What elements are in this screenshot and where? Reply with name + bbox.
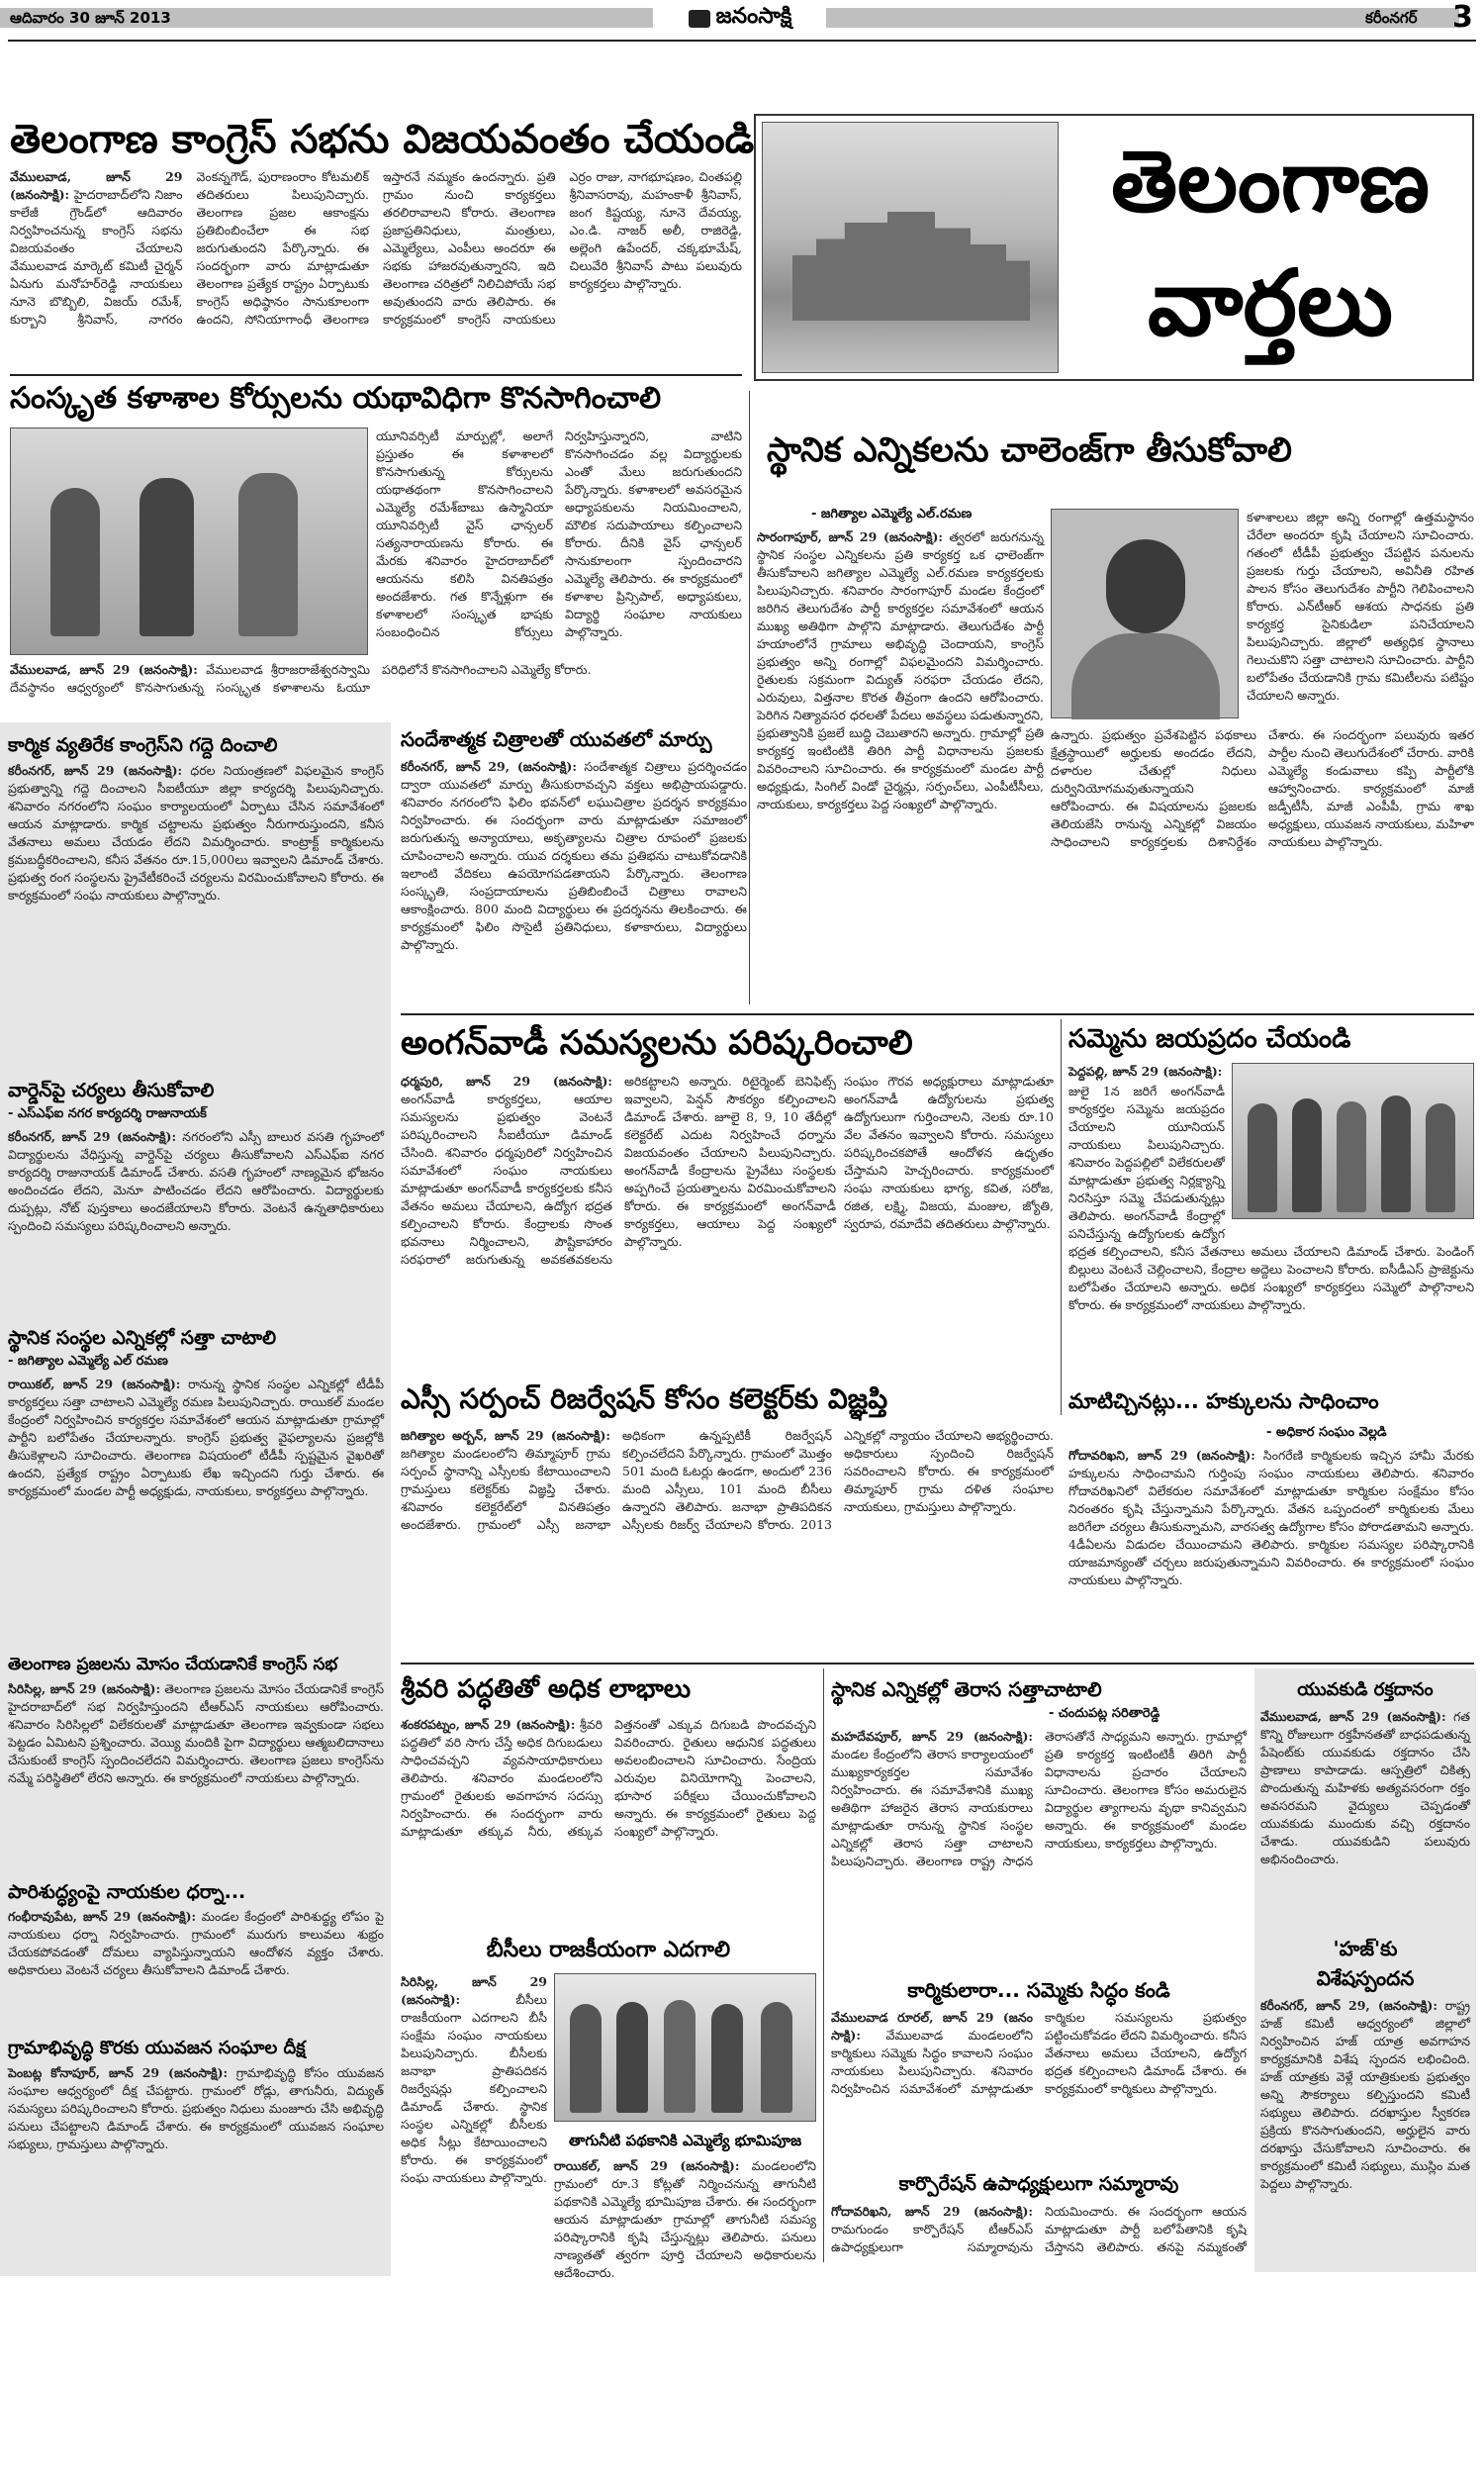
page-number: 3 xyxy=(1452,0,1473,35)
bc-group-photo xyxy=(554,1973,816,2122)
article-text: రానున్న స్థానిక సంస్థల ఎన్నికల్లో టీడీపీ కార్యకర్తలు సత్తా చాటాలని ఎమ్మెల్యే రమణ పిలుపునిచ్చారు. రాయికల్ మండల కేంద్రంలో నిర్వహించిన కార్యకర్తల సమావేశంలో ఆయన మాట్లాడుతూ గ్రామాల్లో పార్టీని బలోపేతం చేయాలన్నారు. కాంగ్రెస్ ప్రభుత్వ వైఫల్యాలను ప్రజల్లోకి తీసుకెళ్లాలని సూచించారు. తెలంగాణ విషయంలో టీడీపీ స్పష్టమైన వైఖరితో ఉందని, ప్రత్యేక రాష్ట్రం ఏర్పాటుకు లేఖ ఇచ్చిందని గుర్తు చేశారు. ఈ కార్యక్రమంలో మండల పార్టీ అధ్యక్షుడు, నాయకులు, కార్యకర్తలు పాల్గొన్నారు. xyxy=(8,1377,384,1498)
dateline: శంకరపట్నం, జూన్ 29 (జనంసాక్షి): xyxy=(401,1717,576,1732)
article-text: యూనివర్సిటీ మార్పుల్లో, అలాగే ప్రస్తుతం ఈ కళాశాలలో కొనసాగుతున్న కోర్సులను యథాతథంగా కొనసాగించాలని ఎమ్మెల్యే రమేశ్‌బాబు ఉస్మానియా యూనివర్సిటీ వైస్ ఛాన్సలర్ సత్యనారాయణను కోరారు. ఈ మేరకు శనివారం హైదరాబాద్‌లో ఆయనను కలిసి వినతిపత్రం అందజేశారు. గత కొన్నేళ్లుగా ఈ కళాశాలలో సంస్కృత భాషకు సంబంధించిన కోర్సులు నిర్వహిస్తున్నారని, వాటిని కొనసాగించడం వల్ల విద్యార్థులకు ఎంతో మేలు జరుగుతుందని పేర్కొన్నారు. కళాశాలలో అవసరమైన అధ్యాపకులను నియమించాలని, మౌలిక సదుపాయాలు కల్పించాలని కోరారు. దీనికి వైస్ ఛాన్సలర్ సానుకూలంగా స్పందించారని ఎమ్మెల్యే తెలిపారు. ఈ కార్యక్రమంలో కళాశాల ప్రిన్సిపాల్, అధ్యాపకులు, విద్యార్థి సంఘాల నాయకులు పాల్గొన్నారు. xyxy=(376,428,742,639)
article-text-spacer xyxy=(1225,1083,1474,1227)
headline-local-bodies-strength: స్థానిక సంస్థల ఎన్నికల్లో సత్తా చాటాలి xyxy=(8,1327,277,1349)
article-local-elections-body-right xyxy=(1247,509,1474,721)
banner-title-line2: వార్తలు xyxy=(1147,250,1394,356)
article-workers-strike-body xyxy=(831,2009,1247,2161)
banner-title-line1: తెలంగాణ xyxy=(1111,133,1430,232)
article-text: శ్రీవరి పద్ధతిలో వరి సాగు చేస్తే అధిక దిగుబడులు సాధించవచ్చని వ్యవసాయాధికారులు తెలిపారు. శనివారం మండలంలోని గ్రామంలో రైతులకు అవగాహన సదస్సు నిర్వహించారు. ఈ సందర్భంగా వారు మాట్లాడుతూ తక్కువ నీరు, తక్కువ విత్తనంతో ఎక్కువ దిగుబడి పొందవచ్చని వివరించారు. రైతులు ఆధునిక పద్ధతులు అవలంబించాలని సూచించారు. సేంద్రియ ఎరువుల వినియోగాన్ని పెంచాలని, భూసార పరీక్షలు చేయించుకోవాలని అన్నారు. ఈ కార్యక్రమంలో రైతులు పెద్ద సంఖ్యలో పాల్గొన్నారు. xyxy=(401,1717,816,1839)
headline-sc-sarpanch: ఎస్సీ సర్పంచ్ రిజర్వేషన్ కోసం కలెక్టర్‌కు విజ్ఞప్తి xyxy=(401,1382,888,1415)
person-silhouette xyxy=(664,2000,696,2113)
article-text: హైదరాబాద్‌లోని నిజాం కాలేజీ గ్రౌండ్‌లో ఆదివారం నిర్వహించనున్న కాంగ్రెస్ సభను విజయవంతం చేయాలని వేములవాడ మార్కెట్ కమిటీ చైర్మన్ ఏనుగు మనోహర్‌రెడ్డి నాయకులు నూనె బొబ్బిలి, విజయ్ రమేశ్, కుర్బాని శ్రీనివాస్, నాగరం వెంకన్నగౌడ్, పురాణంరాం కోటమలిక్ తదితరులు పిలుపునిచ్చారు. తెలంగాణ ప్రజల ఆకాంక్షను ప్రతిబింబించేలా ఈ సభ జరుగుతుందని పేర్కొన్నారు. ఈ సందర్భంగా వారు మాట్లాడుతూ తెలంగాణ ప్రత్యేక రాష్ట్రం ఏర్పాటుకు కాంగ్రెస్ అధిష్ఠానం సానుకూలంగా ఉందని, సోనియాగాంధీ తెలంగాణ ఇస్తారనే నమ్మకం ఉందన్నారు. ప్రతి గ్రామం నుంచి కార్యకర్తలు తరలిరావాలని కోరారు. తెలంగాణ ప్రజాప్రతినిధులు, మంత్రులు, ఎమ్మెల్యేలు, ఎంపీలు అందరూ ఈ సభకు హాజరవుతున్నారని, ఇది తెలంగాణ చరిత్రలో నిలిచిపోయే సభ అవుతుందని వారు తెలిపారు. ఈ కార్యక్రమంలో కాంగ్రెస్ నాయకులు ఎర్రం రాజు, నాగభూషణం, చింతపల్లి శ్రీనివాసరావు, మహంకాళీ శ్రీనివాస్, జంగ కిష్టయ్య, నూనె దేవయ్య, ఎం.డి. నాజర్ అలీ, రాజిరెడ్డి, అల్లెంగి ఉపేందర్, చక్కభూమేష్, చిలువేరి శ్రీనివాస్ పాటు పలువురు కార్యకర్తలు పాల్గొన్నారు. xyxy=(10,169,742,327)
headline-sandesha-films: సందేశాత్మక చిత్రాలతో యువతలో మార్పు xyxy=(401,727,712,751)
article-text: కళాశాలలు జిల్లా అన్ని రంగాల్లో ఉత్తమస్థానం చేరేలా అందరూ కృషి చేయాలని సూచించారు. గతంలో టీడీపీ ప్రభుత్వం చేపట్టిన పనులను ప్రజలకు గుర్తు చేయాలని, అవినీతి రహిత పాలన కోసం తెలుగుదేశం పార్టీని గెలిపించాలని కోరారు. ఎన్‌టీఆర్ ఆశయ సాధనకు ప్రతి కార్యకర్త సైనికుడిలా పనిచేయాలని పిలుపునిచ్చారు. జిల్లాలో అత్యధిక స్థానాలు గెలుచుకొని సత్తా చాటాలని సూచించారు. పార్టీని బలోపేతం చేయడానికి గ్రామ కమిటీలను పటిష్టం చేయాలని అన్నారు. xyxy=(1247,510,1474,703)
dateline: పెంబట్ల కోనాపూర్, జూన్ 29 (జనంసాక్షి): xyxy=(8,2065,229,2080)
portrait-body xyxy=(1071,633,1220,719)
dateline: వేములవాడ రూరల్, జూన్ 29 (జనం సాక్షి): xyxy=(831,2010,1033,2043)
person-silhouette xyxy=(711,2004,743,2113)
article-anganwadi-body-right xyxy=(844,1073,1054,1370)
article-text: సందేశాత్మక చిత్రాలు ప్రదర్శించడం ద్వారా యువతలో మార్పు తీసుకురావచ్చని వక్తలు అభిప్రాయపడ్డారు. శనివారం నగరంలోని ఫిలిం భవన్‌లో లఘుచిత్రాల ప్రదర్శన కార్యక్రమం నిర్వహించారు. ఈ సందర్భంగా వారు మాట్లాడుతూ సమాజంలో జరుగుతున్న అన్యాయాలు, అకృత్యాలను చిత్రాల రూపంలో ప్రజలకు చూపించాలని అన్నారు. యువ దర్శకులు తమ ప్రతిభను చాటుకోవడానికి ఇలాంటి వేదికలు ఉపయోగపడతాయని పేర్కొన్నారు. తెలంగాణ సంస్కృతి, సంప్రదాయాలను ప్రతిబింబించే చిత్రాలు రావాలని ఆకాంక్షించారు. 800 మంది విద్యార్థులు ఈ ప్రదర్శనను తిలకించారు. ఈ కార్యక్రమంలో ఫిలిం సొసైటీ ప్రతినిధులు, కళాకారులు, విద్యార్థులు పాల్గొన్నారు. xyxy=(401,759,747,952)
article-haj-body xyxy=(1260,1997,1470,2266)
article-text: సంఘం గౌరవ అధ్యక్షురాలు మాట్లాడుతూ అంగన్‌వాడీ ఉద్యోగులను ప్రభుత్వ ఉద్యోగులుగా గుర్తించాలని, నెలకు రూ.10 వేల వేతనం ఇవ్వాలని కోరారు. సమస్యలు పరిష్కరించకపోతే ఆందోళన ఉధృతం చేస్తామని హెచ్చరించారు. కార్యక్రమంలో సంఘ నాయకులు భాగ్య, కవిత, సరోజ, రజిత, లక్ష్మి, విజయ, మంజుల, జ్యోతి, స్వరూప, రమాదేవి తదితరులు పాల్గొన్నారు. xyxy=(844,1074,1054,1231)
dateline: వేములవాడ, జూన్ 29 (జనంసాక్షి): xyxy=(1260,1709,1446,1724)
divider xyxy=(401,1013,1474,1015)
dateline: పెద్దపల్లి, జూన్ 29 (జనంసాక్షి): xyxy=(1068,1064,1223,1079)
headline-anganwadi: అంగన్‌వాడీ సమస్యలను పరిష్కరించాలి xyxy=(401,1023,913,1063)
headline-warden: వార్డెన్‌పై చర్యలు తీసుకోవాలి xyxy=(8,1080,215,1101)
byline: - అధికార సంఘం వెల్లడి xyxy=(1266,1425,1387,1440)
mla-portrait-photo xyxy=(1051,509,1239,718)
article-sanskrit-body-right xyxy=(376,428,742,657)
article-water-scheme-body xyxy=(554,2157,816,2280)
article-congress-sabha-telangana-body xyxy=(8,1680,384,1868)
person-silhouette xyxy=(616,2002,648,2113)
byline: - జగిత్యాల ఎమ్మెల్యే ఎల్ రమణ xyxy=(8,1354,168,1369)
dateline: గంభీరావుపేట, జూన్ 29 (జనంసాక్షి): xyxy=(8,1909,197,1924)
headline-sanskrit-college: సంస్కృత కళాశాల కోర్సులను యథావిధిగా కొనసాగించాలి xyxy=(10,381,662,416)
dateline: వేములవాడ, జూన్ 29 (జనంసాక్షి): xyxy=(10,169,183,202)
byline: - జగిత్యాల ఎమ్మెల్యే ఎల్.రమణ xyxy=(811,507,973,522)
dateline: సిరిసిల్ల, జూన్ 29 (జనంసాక్షి): xyxy=(8,1681,161,1696)
divider xyxy=(1061,1019,1062,1415)
article-matichinnatlu-body xyxy=(1068,1447,1474,1655)
article-sammenu-body xyxy=(1068,1083,1474,1370)
dateline: వేములవాడ, జూన్ 29 (జనంసాక్షి): xyxy=(10,662,198,677)
dateline: జగిత్యాల అర్బన్, జూన్ 29 (జనంసాక్షి): xyxy=(401,1428,610,1443)
person-silhouette xyxy=(761,2002,792,2113)
dateline: సారంగాపూర్, జూన్ 29 (జనంసాక్షి): xyxy=(757,529,944,544)
fort-photo xyxy=(762,122,1059,373)
headline-water-scheme: తాగునీటి పథకానికి ఎమ్మెల్యే భూమిపూజ xyxy=(568,2132,802,2149)
article-text: వేములవాడ మండలంలోని కార్మికులు సమ్మెకు సిద్ధం కావాలని సంఘం నాయకులు పిలుపునిచ్చారు. శనివారం నిర్వహించిన సమావేశంలో మాట్లాడుతూ కార్మికుల సమస్యలను ప్రభుత్వం పట్టించుకోవడం లేదని విమర్శించారు. కనీస వేతనాలు అమలు చేయాలని, ఉద్యోగ భద్రత కల్పించాలని డిమాండ్ చేశారు. ఈ కార్యక్రమంలో కార్మికులు పాల్గొన్నారు. xyxy=(831,2010,1247,2096)
article-text: గత కొన్ని రోజులుగా రక్తహీనతతో బాధపడుతున్న పేషెంట్‌కు యువకుడు రక్తదానం చేసి ప్రాణాలు కాపాడాడు. ఆస్పత్రిలో చికిత్స పొందుతున్న మహిళకు అత్యవసరంగా రక్తం అవసరమని వైద్యులు చెప్పడంతో యువకుడు ముందుకు వచ్చి రక్తదానం చేశాడు. యువకుడిని పలువురు అభినందించారు. xyxy=(1260,1709,1470,1866)
logo-mark-icon xyxy=(689,10,710,28)
dateline: సిరిసిల్ల, జూన్ 29 (జనంసాక్షి): xyxy=(401,1974,547,2007)
article-text: రాష్ట్ర హజ్ కమిటీ ఆధ్వర్యంలో జిల్లాలో నిర్వహించిన హజ్ యాత్ర అవగాహన కార్యక్రమానికి విశేష స్పందన లభించింది. హజ్ యాత్రకు వెళ్లే యాత్రికులకు ప్రభుత్వం అన్ని సౌకర్యాలు కల్పిస్తుందని కమిటీ సభ్యులు తెలిపారు. దరఖాస్తుల స్వీకరణ ప్రక్రియ కొనసాగుతుందని, అర్హులైన వారు దరఖాస్తు చేసుకోవాలని సూచించారు. ఈ కార్యక్రమంలో కమిటీ సభ్యులు, ముస్లిం మత పెద్దలు పాల్గొన్నారు. xyxy=(1260,1998,1470,2191)
headline-matichinnatlu: మాటిచ్చినట్లు... హక్కులను సాధించాం xyxy=(1068,1389,1379,1413)
person-silhouette xyxy=(50,488,100,636)
article-karthik-body xyxy=(8,762,384,1069)
dateline: గోదావరిఖని, జూన్ 29 (జనంసాక్షి): xyxy=(1068,1448,1255,1463)
article-text: జులై 1న జరిగే అంగన్‌వాడీ కార్యకర్తల సమ్మెను జయప్రదం చేయాలని యూనియన్ నాయకులు పిలుపునిచ్చారు. శనివారం పెద్దపల్లిలో విలేకరులతో మాట్లాడుతూ ప్రభుత్వ నిర్లక్ష్యాన్ని నిరసిస్తూ సమ్మె చేపడుతున్నట్లు తెలిపారు. అంగన్‌వాడీ కేంద్రాల్లో పనిచేస్తున్న ఉద్యోగులకు ఉద్యోగ భద్రత కల్పించాలని, కనీస వేతనాలు అమలు చేయాలని డిమాండ్ చేశారు. పెండింగ్ బిల్లులు వెంటనే చెల్లించాలని, కేంద్రాల అద్దెలు పెంచాలని కోరారు. ఐసీడీఎస్ ప్రాజెక్టును బలోపేతం చేయాలని అన్నారు. అధిక సంఖ్యలో కార్యకర్తలు సమ్మెలో పాల్గొనాలని కోరారు. ఈ కార్యక్రమంలో నాయకులు పాల్గొన్నారు. xyxy=(1068,1084,1474,1312)
headline-local-elections-challenge: స్థానిక ఎన్నికలను చాలెంజ్‌గా తీసుకోవాలి xyxy=(767,430,1292,470)
headline-workers-strike: కార్మికులారా... సమ్మెకు సిద్ధం కండి xyxy=(907,1978,1170,2002)
person-silhouette xyxy=(238,473,298,636)
masthead-date: ఆదివారం 30 జూన్ 2013 xyxy=(10,9,171,27)
headline-village-youth: గ్రామాభివృద్ధి కొరకు యువజన సంఘాల దీక్ష xyxy=(8,2038,306,2058)
article-youth-blood-body xyxy=(1260,1708,1470,1928)
article-text: మండలంలోని గ్రామంలో రూ.3 కోట్లతో నిర్మించనున్న తాగునీటి పథకానికి ఎమ్మెల్యే భూమిపూజ చేశారు. ఈ సందర్భంగా ఆయన మాట్లాడుతూ గ్రామాల్లో తాగునీటి సమస్య పరిష్కారానికి కృషి చేస్తున్నట్లు తెలిపారు. పనులు నాణ్యతతో త్వరగా పూర్తి చేయాలని అధికారులను ఆదేశించారు. xyxy=(554,2158,816,2280)
article-text: జగిత్యాల మండలంలోని తిమ్మాపూర్ గ్రామ సర్పంచ్ స్థానాన్ని ఎస్సీలకు కేటాయించాలని గ్రామస్తులు కలెక్టర్‌కు విజ్ఞప్తి చేశారు. శనివారం కలెక్టరేట్‌లో వినతిపత్రం అందజేశారు. గ్రామంలో ఎస్సీ జనాభా అధికంగా ఉన్నప్పటికీ రిజర్వేషన్ కల్పించలేదని పేర్కొన్నారు. గ్రామంలో మొత్తం 501 మంది ఓటర్లు ఉండగా, అందులో 236 మంది ఎస్సీలు, 101 మంది బీసీలు ఉన్నారని తెలిపారు. జనాభా ప్రాతిపదికన ఎస్సీలకు రిజర్వ్ చేయాలని కోరారు. 2013 ఎన్నికల్లో న్యాయం చేయాలని అభ్యర్థించారు. అధికారులు స్పందించి రిజర్వేషన్ సవరించాలని కోరారు. ఈ కార్యక్రమంలో తిమ్మాపూర్ గ్రామ దళిత సంఘాల నాయకులు, గ్రామస్తులు పాల్గొన్నారు. xyxy=(401,1428,1054,1532)
dateline: కరీంనగర్, జూన్ 29, (జనంసాక్షి): xyxy=(1260,1998,1438,2013)
paper-name: జనంసాక్షి xyxy=(715,4,792,29)
article-text: అంగన్‌వాడీ కార్యకర్తలు, ఆయాల సమస్యలను ప్రభుత్వం వెంటనే పరిష్కరించాలని సీఐటీయూ డిమాండ్ చేసింది. శనివారం ధర్మపురిలో నిర్వహించిన సమావేశంలో సంఘం నాయకులు మాట్లాడుతూ అంగన్‌వాడీ కార్యకర్తలకు కనీస వేతనం అమలు చేయాలని, ఉద్యోగ భద్రత కల్పించాలని కోరారు. కేంద్రాలకు సొంత భవనాలు నిర్మించాలని, పౌష్టికాహారం సరఫరాలో జరుగుతున్న అవకతవకలను అరికట్టాలని అన్నారు. రిటైర్మెంట్ బెనిఫిట్స్ ఇవ్వాలని, పెన్షన్ సౌకర్యం కల్పించాలని డిమాండ్ చేశారు. జూలై 8, 9, 10 తేదీల్లో కలెక్టరేట్ ఎదుట నిర్వహించే ధర్నాను విజయవంతం చేయాలని పిలుపునిచ్చారు. అంగన్‌వాడీ కేంద్రాలను ప్రైవేటు సంస్థలకు అప్పగించే ప్రయత్నాలను విరమించుకోవాలని కోరారు. ఈ కార్యక్రమంలో అంగన్‌వాడీ కార్యకర్తలు, ఆయాలు పెద్ద సంఖ్యలో పాల్గొన్నారు. xyxy=(401,1074,836,1267)
dateline: ధర్మపురి, జూన్ 29 (జనంసాక్షి): xyxy=(401,1074,612,1089)
masthead-bar xyxy=(0,0,1484,38)
dateline: కరీంనగర్, జూన్ 29 (జనంసాక్షి): xyxy=(8,1129,177,1144)
dateline: రాయికల్, జూన్ 29 (జనంసాక్షి): xyxy=(8,1377,181,1391)
article-corporation-vp-body xyxy=(831,2203,1247,2266)
article-local-elections-continued xyxy=(1051,726,1474,1013)
article-congress-sabha-body xyxy=(10,168,742,366)
article-village-youth-body xyxy=(8,2064,384,2266)
divider xyxy=(401,1663,1474,1665)
headline-haj-line2: విశేషస్పందన xyxy=(1316,1966,1415,1990)
headline-congress-sabha-telangana: తెలంగాణ ప్రజలను మోసం చేయడానికే కాంగ్రెస్ సభ xyxy=(8,1655,338,1674)
headline-srivari-method: శ్రీవరి పద్ధతితో అధిక లాభాలు xyxy=(401,1674,692,1704)
article-srivari-body xyxy=(401,1716,816,1928)
article-local-bodies-body xyxy=(8,1376,384,1643)
fort-wall-shape xyxy=(792,212,1030,321)
masthead-right-band xyxy=(826,8,1459,28)
masthead-logo xyxy=(661,3,819,35)
article-text: నగరంలోని ఎస్సీ బాలుర వసతి గృహంలో విద్యార్థులను వేధిస్తున్న వార్డెన్‌పై చర్యలు తీసుకోవాలని ఎస్‌ఎఫ్‌ఐ నగర కార్యదర్శి రాజునాయక్ డిమాండ్ చేశారు. వసతి గృహంలో నాణ్యమైన భోజనం అందించడం లేదని, మెనూ పాటించడం లేదని ఆరోపించారు. విద్యార్థులకు దుప్పట్లు, నోట్ పుస్తకాలు అందజేయాలని కోరారు. వెంటనే ఉన్నతాధికారులు స్పందించి సమస్యలు పరిష్కరించాలని అన్నారు. xyxy=(8,1129,384,1233)
dateline: రాయికల్, జూన్ 29 (జనంసాక్షి): xyxy=(554,2158,740,2173)
article-text: బీసీలు రాజకీయంగా ఎదగాలని బీసీ సంక్షేమ సంఘం నాయకులు పిలుపునిచ్చారు. బీసీలకు జనాభా ప్రాతిపదికన రిజర్వేషన్లు కల్పించాలని డిమాండ్ చేశారు. స్థానిక సంస్థల ఎన్నికల్లో బీసీలకు అధిక సీట్లు కేటాయించాలని కోరారు. ఈ కార్యక్రమంలో సంఘ నాయకులు పాల్గొన్నారు. xyxy=(401,1992,547,2185)
article-local-elections-body xyxy=(757,528,1044,1023)
divider xyxy=(749,391,750,1004)
headline-karthik-congress: కార్మిక వ్యతిరేక కాంగ్రెస్‌ని గద్దె దించాలి xyxy=(8,734,278,756)
article-sanskrit-body-bottom xyxy=(10,661,742,716)
headline-bc-political: బీసీలు రాజకీయంగా ఎదగాలి xyxy=(486,1938,731,1962)
headline-sammenu: సమ్మెను జయప్రదం చేయండి xyxy=(1068,1024,1351,1054)
sanskrit-meeting-photo xyxy=(10,428,368,655)
article-sc-sarpanch-body xyxy=(401,1427,1054,1655)
dateline: కరీంనగర్, జూన్ 29 (జనంసాక్షి): xyxy=(8,763,183,778)
article-text: తెలంగాణ ప్రజలను మోసం చేయడానికే కాంగ్రెస్ హైదరాబాద్‌లో సభ నిర్వహిస్తుందని టీఆర్ఎస్ నాయకులు ఆరోపించారు. శనివారం సిరిసిల్లలో విలేకరులతో మాట్లాడుతూ తెలంగాణ ఇవ్వకుండా సభలు పెట్టడం ఏమిటని ప్రశ్నించారు. వెయ్యి మందికి పైగా విద్యార్థులు ఆత్మబలిదానాలు చేసుకుంటే కాంగ్రెస్ స్పందించలేదని విమర్శించారు. తెలంగాణ ప్రజలు కాంగ్రెస్‌ను నమ్మే పరిస్థితిలో లేరని అన్నారు. ఈ కార్యక్రమంలో నాయకులు పాల్గొన్నారు. xyxy=(8,1681,384,1785)
article-warden-body xyxy=(8,1128,384,1316)
headline-corporation-vp: కార్పొరేషన్ ఉపాధ్యక్షులుగా సమ్మారావు xyxy=(898,2173,1179,2195)
headline-congress-sabha: తెలంగాణ కాంగ్రెస్ సభను విజయవంతం చేయండి xyxy=(10,117,755,162)
article-text: మండల కేంద్రంలోని తెరాస కార్యాలయంలో ముఖ్యకార్యకర్తల సమావేశం నిర్వహించారు. ఈ సమావేశానికి ముఖ్య అతిథిగా హాజరైన తెరాస నాయకురాలు మాట్లాడుతూ రానున్న స్థానిక సంస్థల ఎన్నికల్లో తెరాస సత్తా చాటాలని పిలుపునిచ్చారు. తెలంగాణ రాష్ట్ర సాధన తెరాసతోనే సాధ్యమని అన్నారు. గ్రామాల్లో ప్రతి కార్యకర్త ఇంటింటికీ తిరిగి పార్టీ విధానాలను ప్రచారం చేయాలని సూచించారు. తెలంగాణ కోసం అమరులైన విద్యార్థుల త్యాగాలను వృథా కానివ్వమని అన్నారు. ఈ కార్యక్రమంలో మండల నాయకులు, కార్యకర్తలు పాల్గొన్నారు. xyxy=(831,1729,1247,1868)
byline: - ఎస్‌ఎఫ్‌ఐ నగర కార్యదర్శి రాజునాయక్ xyxy=(8,1106,207,1121)
masthead-rule xyxy=(8,40,1476,42)
banner-box xyxy=(754,114,1474,381)
article-text: రామగుండం కార్పొరేషన్ టీఆర్ఎస్ ఉపాధ్యక్షులుగా సమ్మారావును నియమించారు. ఈ సందర్భంగా ఆయన మాట్లాడుతూ పార్టీ బలోపేతానికి కృషి చేస్తానని తెలిపారు. తనపై నమ్మకంతో xyxy=(831,2204,1247,2254)
article-text: వేములవాడ శ్రీరాజరాజేశ్వరస్వామి దేవస్థానం ఆధ్వర్యంలో కొనసాగుతున్న సంస్కృత కళాశాలను ఓయూ పరిధిలోనే కొనసాగించాలని ఎమ్మెల్యే కోరారు. xyxy=(10,662,592,695)
headline-haj-line1: 'హజ్'కు xyxy=(1333,1937,1398,1960)
dateline: మహదేవపూర్, జూన్ 29 (జనంసాక్షి): xyxy=(831,1729,1033,1744)
article-text: మండల కేంద్రంలో పారిశుద్ధ్య లోపం పై నాయకులు ధర్నా నిర్వహించారు. గ్రామంలో మురుగు కాలువలు శుభ్రం చేయకపోవడంతో దోమలు వ్యాపిస్తున్నాయని ఆందోళన వ్యక్తం చేశారు. అధికారులు వెంటనే చర్యలు తీసుకోవాలని డిమాండ్ చేశారు. xyxy=(8,1909,384,1977)
headline-cleanliness: పారిశుద్ధ్యంపై నాయకుల ధర్నా... xyxy=(8,1881,246,1903)
article-bc-political-body xyxy=(401,1973,547,2260)
headline-trs-strength: స్థానిక ఎన్నికల్లో తెరాస సత్తాచాటాలి xyxy=(831,1677,1102,1701)
article-text: ధరల నియంత్రణలో విఫలమైన కాంగ్రెస్ ప్రభుత్వాన్ని గద్దె దించాలని సీఐటీయూ జిల్లా కార్యదర్శి పిలుపునిచ్చారు. శనివారం నగరంలోని సంఘం కార్యాలయంలో ఏర్పాటు చేసిన సమావేశంలో ఆయన మాట్లాడారు. కార్మిక చట్టాలను ప్రభుత్వం నీరుగారుస్తుందని, కనీస వేతనాలు అమలు చేయడం లేదని విమర్శించారు. కాంట్రాక్ట్ కార్మికులను క్రమబద్ధీకరించాలని, కనీస వేతనం రూ.15,000లు ఇవ్వాలని డిమాండ్ చేశారు. ప్రభుత్వ రంగ సంస్థలను ప్రైవేటీకరించే చర్యలను విరమించుకోవాలని కోరారు. ఈ కార్యక్రమంలో సంఘ నాయకులు పాల్గొన్నారు. xyxy=(8,763,384,903)
article-text: ఉన్నారు. ప్రభుత్వం ప్రవేశపెట్టిన పథకాలు క్షేత్రస్థాయిలో అర్హులకు అందడం లేదని, దళారుల చేతుల్లో నిధులు దుర్వినియోగమవుతున్నాయని ఆరోపించారు. ఈ విషయాలను ప్రజలకు తెలియజేసి రానున్న ఎన్నికల్లో విజయం సాధించాలని కార్యకర్తలకు దిశానిర్దేశం చేశారు. ఈ సందర్భంగా పలువురు ఇతర పార్టీల నుంచి తెలుగుదేశంలో చేరారు. వారికి ఎమ్మెల్యే కండువాలు కప్పి పార్టీలోకి ఆహ్వానించారు. కార్యక్రమంలో మాజీ జడ్పీటీసీ, మాజీ ఎంపీపీ, గ్రామ శాఖ అధ్యక్షులు, యువజన నాయకులు, మహిళా నాయకులు పాల్గొన్నారు. xyxy=(1051,727,1474,849)
article-trs-body xyxy=(831,1728,1247,1969)
article-text: గ్రామాభివృద్ధి కోసం యువజన సంఘాల ఆధ్వర్యంలో దీక్ష చేపట్టారు. గ్రామంలో రోడ్లు, తాగునీరు, విద్యుత్ సమస్యలు పరిష్కరించాలని కోరారు. ప్రభుత్వం నిధులు మంజూరు చేసి అభివృద్ధి పనులు చేపట్టాలని డిమాండ్ చేశారు. ఈ కార్యక్రమంలో యువజన సంఘాల సభ్యులు, గ్రామస్తులు పాల్గొన్నారు. xyxy=(8,2065,384,2151)
article-cleanliness-body xyxy=(8,1908,384,2023)
article-sandesha-body xyxy=(401,758,747,1005)
byline: - చందుపట్ల సరితారెడ్డి xyxy=(1049,1706,1160,1721)
masthead-edition: కరీంనగర్ xyxy=(1365,9,1418,27)
headline-youth-blood: యువకుడి రక్తదానం xyxy=(1297,1679,1434,1700)
person-silhouette xyxy=(570,2004,602,2113)
article-text: సింగరేణి కార్మికులకు ఇచ్చిన హామీ మేరకు హక్కులను సాధించామని గుర్తింపు సంఘం నాయకులు తెలిపారు. శనివారం గోదావరిఖనిలో విలేకరుల సమావేశంలో మాట్లాడుతూ కార్మికుల సంక్షేమం కోసం నిరంతరం కృషి చేస్తున్నామని పేర్కొన్నారు. వేతన ఒప్పందంలో కార్మికులకు మేలు జరిగేలా చర్యలు తీసుకున్నామని, వారసత్వ ఉద్యోగాల కోసం పోరాడతామని అన్నారు. 4డీఏలను విడుదల చేయించామని తెలిపారు. కార్మికుల సమస్యల పరిష్కారానికి యాజమాన్యంతో చర్చలు జరుపుతున్నామని వివరించారు. ఈ కార్యక్రమంలో సంఘం నాయకులు పాల్గొన్నారు. xyxy=(1068,1448,1474,1587)
portrait-head xyxy=(1106,539,1185,633)
article-anganwadi-body xyxy=(401,1073,836,1370)
dateline: కరీంనగర్, జూన్ 29, (జనంసాక్షి): xyxy=(401,759,577,774)
dateline: గోదావరిఖని, జూన్ 29 (జనంసాక్షి): xyxy=(831,2204,1033,2219)
article-text: త్వరలో జరుగనున్న స్థానిక సంస్థల ఎన్నికలను ప్రతి కార్యకర్త ఒక ఛాలెంజ్‌గా తీసుకోవాలని జగిత్యాల ఎమ్మెల్యే ఎల్.రమణ కార్యకర్తలకు పిలుపునిచ్చారు. శనివారం సారంగాపూర్ మండల కేంద్రంలో జరిగిన తెలుగుదేశం పార్టీ కార్యకర్తల సమావేశంలో ఆయన ముఖ్య అతిథిగా పాల్గొని మాట్లాడారు. తెలుగుదేశం పార్టీ హయాంలోనే గ్రామాలు అభివృద్ధి చెందాయని, కాంగ్రెస్ ప్రభుత్వం అన్ని రంగాల్లో విఫలమైందని విమర్శించారు. రైతులకు సక్రమంగా విద్యుత్ సరఫరా చేయడం లేదని, ఎరువులు, విత్తనాల కొరత తీవ్రంగా ఉందని ఆరోపించారు. పెరిగిన నిత్యావసర ధరలతో పేదలు అవస్థలు పడుతున్నారని, ప్రభుత్వానికి ప్రజలే బుద్ధి చెబుతారని అన్నారు. గ్రామాల్లో ప్రతి కార్యకర్త ఇంటింటికి తిరిగి పార్టీ విధానాలను ప్రజలకు వివరించాలని సూచించారు. ఈ కార్యక్రమంలో మండల పార్టీ అధ్యక్షుడు, సింగిల్ విండో చైర్మన్లు, సర్పంచ్‌లు, ఎంపీటీసీలు, నాయకులు, కార్యకర్తలు పెద్ద సంఖ్యలో పాల్గొన్నారు. xyxy=(757,529,1044,811)
person-silhouette xyxy=(139,478,194,636)
divider xyxy=(823,1668,824,2262)
